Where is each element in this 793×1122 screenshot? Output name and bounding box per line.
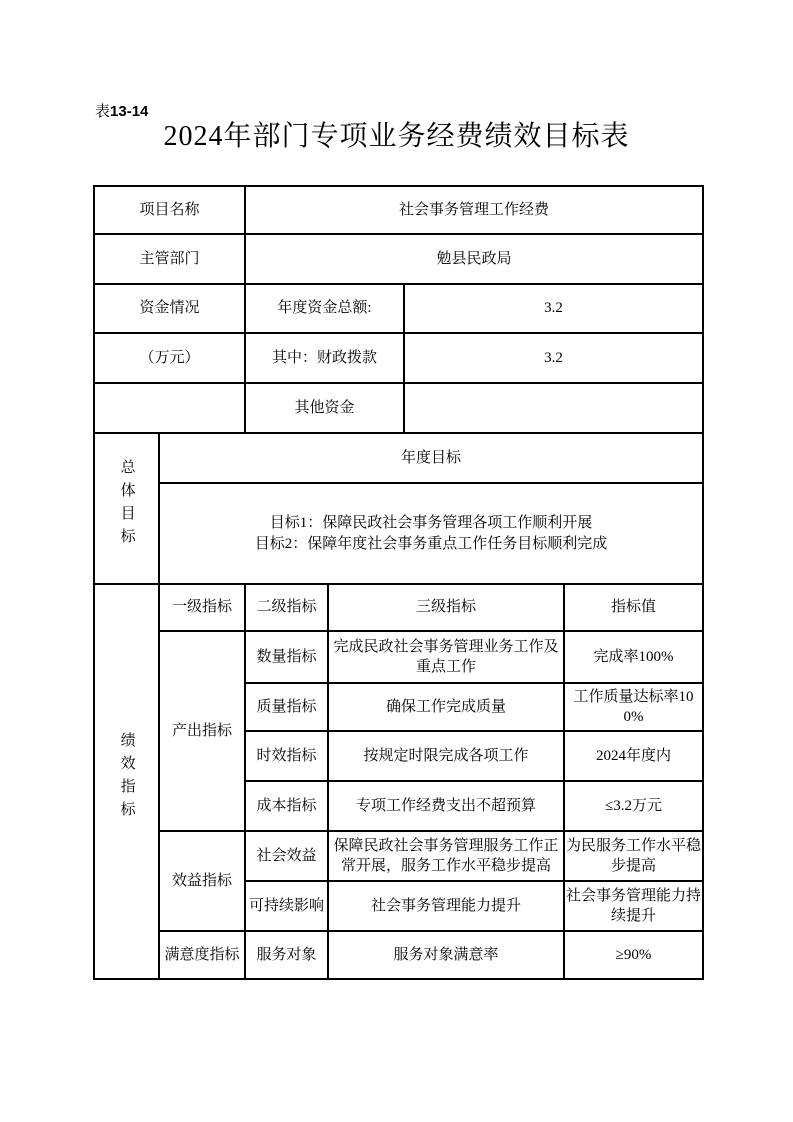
fund-total-value: 3.2 [404,284,703,333]
fund-other-spacer [94,383,245,433]
project-name-label: 项目名称 [94,186,245,234]
indicator-level3: 服务对象满意率 [328,931,564,979]
indicator-value: ≤3.2万元 [564,781,703,831]
indicator-level2: 时效指标 [245,731,328,781]
header-level1: 一级指标 [159,584,245,631]
annual-goal-content [159,483,703,584]
indicator-value: 社会事务管理能力持续提升 [564,881,703,931]
group-benefit-label: 效益指标 [159,831,245,931]
row-annual-goal-header [94,433,703,483]
overall-goal-vertical-text: 总体目标 [118,459,135,552]
row-indicator-satisfaction [94,931,703,979]
indicator-level2: 服务对象 [245,931,328,979]
indicator-level2: 数量指标 [245,631,328,683]
indicator-value: ≥90% [564,931,703,979]
goal-line-1: 目标1：保障民政社会事务管理各项工作顺利开展 [269,515,593,532]
department-value: 勉县民政局 [245,234,703,284]
fund-fiscal-value: 3.2 [404,333,703,383]
annual-goal-header: 年度目标 [159,433,703,483]
overall-goal-label [94,433,159,584]
department-label: 主管部门 [94,234,245,284]
header-value: 指标值 [564,584,703,631]
indicator-value: 工作质量达标率100% [564,683,703,731]
row-project-name [94,186,703,234]
indicator-level2: 社会效益 [245,831,328,881]
row-fund-total [94,284,703,333]
page-title: 2024年部门专项业务经费绩效目标表 [163,121,630,152]
indicator-value: 为民服务工作水平稳步提高 [564,831,703,881]
table-number-prefix: 表 [95,104,111,120]
row-annual-goal-content [94,483,703,584]
indicators-vertical-text: 绩效指标 [118,732,135,825]
row-fund-other [94,383,703,433]
indicator-level3: 按规定时限完成各项工作 [328,731,564,781]
fund-section-label-2: （万元） [94,333,245,383]
indicators-label [94,584,159,979]
fund-other-label: 其他资金 [245,383,404,433]
group-satisfaction-label: 满意度指标 [159,931,245,979]
fund-section-label-1: 资金情况 [94,284,245,333]
fund-total-label: 年度资金总额: [245,284,404,333]
indicator-level2: 质量指标 [245,683,328,731]
row-fund-fiscal [94,333,703,383]
row-indicator-quantity [94,631,703,683]
indicator-level2: 可持续影响 [245,881,328,931]
header-level2: 二级指标 [245,584,328,631]
indicator-level3: 确保工作完成质量 [328,683,564,731]
row-department [94,234,703,284]
project-name-value: 社会事务管理工作经费 [245,186,703,234]
indicator-level3: 社会事务管理能力提升 [328,881,564,931]
indicator-value: 2024年度内 [564,731,703,781]
fund-other-value [404,383,703,433]
header-level3: 三级指标 [328,584,564,631]
row-indicator-social [94,831,703,881]
performance-target-table [93,185,704,980]
indicator-level3: 完成民政社会事务管理业务工作及重点工作 [328,631,564,683]
indicator-value: 完成率100% [564,631,703,683]
indicator-level3: 保障民政社会事务管理服务工作正常开展，服务工作水平稳步提高 [328,831,564,881]
goal-line-2: 目标2：保障年度社会事务重点工作任务目标顺利完成 [254,535,608,552]
table-number-value: 13-14 [110,103,149,120]
row-indicator-headers [94,584,703,631]
fund-fiscal-label: 其中：财政拨款 [245,333,404,383]
indicator-level2: 成本指标 [245,781,328,831]
group-output-label: 产出指标 [159,631,245,831]
indicator-level3: 专项工作经费支出不超预算 [328,781,564,831]
